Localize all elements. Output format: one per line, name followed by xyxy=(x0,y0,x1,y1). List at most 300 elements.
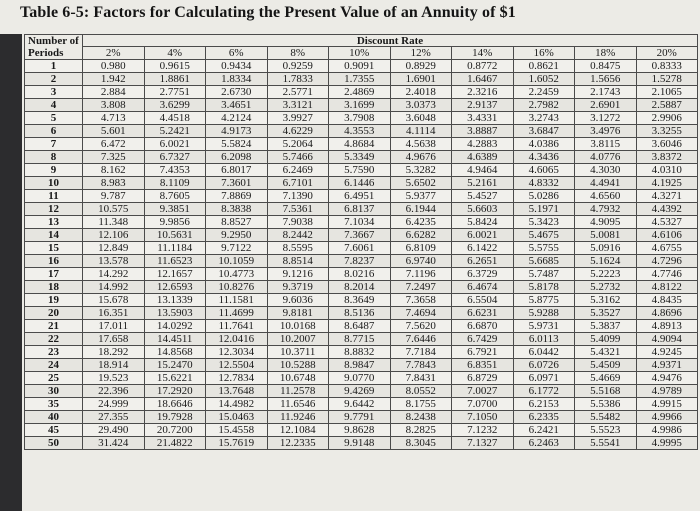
factor-cell: 13.7648 xyxy=(206,385,268,398)
page-shadow-edge xyxy=(0,34,22,511)
factor-cell: 11.6523 xyxy=(144,255,206,268)
factor-cell: 9.8181 xyxy=(267,307,329,320)
rate-header-cell: 12% xyxy=(390,47,452,60)
period-cell: 3 xyxy=(25,86,83,99)
factor-cell: 5.4669 xyxy=(575,372,637,385)
factor-cell: 6.0021 xyxy=(452,229,514,242)
factor-cell: 4.6065 xyxy=(513,164,575,177)
factor-cell: 5.8775 xyxy=(513,294,575,307)
factor-cell: 2.1065 xyxy=(636,86,698,99)
factor-cell: 10.6748 xyxy=(267,372,329,385)
table-row xyxy=(25,242,698,255)
factor-cell: 12.7834 xyxy=(206,372,268,385)
factor-cell: 8.5595 xyxy=(267,242,329,255)
factor-cell: 5.5168 xyxy=(575,385,637,398)
factor-cell: 4.8332 xyxy=(513,177,575,190)
table-row xyxy=(25,177,698,190)
factor-cell: 5.601 xyxy=(83,125,145,138)
factor-cell: 3.4651 xyxy=(206,99,268,112)
period-cell: 20 xyxy=(25,307,83,320)
factor-cell: 19.523 xyxy=(83,372,145,385)
factor-cell: 3.6299 xyxy=(144,99,206,112)
factor-cell: 5.1624 xyxy=(575,255,637,268)
factor-cell: 0.9615 xyxy=(144,60,206,73)
table-row xyxy=(25,411,698,424)
factor-cell: 4.9986 xyxy=(636,424,698,437)
factor-cell: 5.6603 xyxy=(452,203,514,216)
periods-header xyxy=(25,35,83,60)
period-cell: 15 xyxy=(25,242,83,255)
factor-cell: 12.849 xyxy=(83,242,145,255)
table-row xyxy=(25,112,698,125)
factor-cell: 14.4511 xyxy=(144,333,206,346)
table-row xyxy=(25,229,698,242)
table-row xyxy=(25,424,698,437)
rate-header-cell: 16% xyxy=(513,47,575,60)
factor-cell: 6.1422 xyxy=(452,242,514,255)
factor-cell: 3.2743 xyxy=(513,112,575,125)
factor-cell: 6.4674 xyxy=(452,281,514,294)
factor-cell: 14.8568 xyxy=(144,346,206,359)
factor-cell: 7.325 xyxy=(83,151,145,164)
period-cell: 45 xyxy=(25,424,83,437)
factor-cell: 6.7429 xyxy=(452,333,514,346)
factor-cell: 9.1216 xyxy=(267,268,329,281)
factor-cell: 5.4675 xyxy=(513,229,575,242)
header-row-discount-rate xyxy=(25,35,698,47)
factor-cell: 6.8729 xyxy=(452,372,514,385)
table-row xyxy=(25,255,698,268)
factor-cell: 3.6048 xyxy=(390,112,452,125)
period-cell: 10 xyxy=(25,177,83,190)
factor-cell: 10.1059 xyxy=(206,255,268,268)
factor-cell: 5.0916 xyxy=(575,242,637,255)
factor-cell: 3.808 xyxy=(83,99,145,112)
factor-cell: 4.9676 xyxy=(390,151,452,164)
factor-cell: 6.1944 xyxy=(390,203,452,216)
factor-cell: 10.0168 xyxy=(267,320,329,333)
factor-cell: 4.8696 xyxy=(636,307,698,320)
factor-cell: 9.3719 xyxy=(267,281,329,294)
factor-cell: 5.5386 xyxy=(575,398,637,411)
factor-cell: 3.1272 xyxy=(575,112,637,125)
factor-cell: 0.8929 xyxy=(390,60,452,73)
period-cell: 19 xyxy=(25,294,83,307)
factor-cell: 10.2007 xyxy=(267,333,329,346)
factor-cell: 8.2825 xyxy=(390,424,452,437)
factor-cell: 3.8887 xyxy=(452,125,514,138)
factor-cell: 4.5327 xyxy=(636,216,698,229)
factor-cell: 4.3553 xyxy=(329,125,391,138)
factor-cell: 7.2497 xyxy=(390,281,452,294)
factor-cell: 0.8772 xyxy=(452,60,514,73)
factor-cell: 12.1084 xyxy=(267,424,329,437)
factor-cell: 15.678 xyxy=(83,294,145,307)
factor-cell: 9.3851 xyxy=(144,203,206,216)
rate-header-cell: 14% xyxy=(452,47,514,60)
factor-cell: 4.9789 xyxy=(636,385,698,398)
factor-cell: 4.5638 xyxy=(390,138,452,151)
discount-rate-header: Discount Rate xyxy=(83,35,698,47)
factor-cell: 22.396 xyxy=(83,385,145,398)
factor-cell: 7.8431 xyxy=(390,372,452,385)
factor-cell: 4.9915 xyxy=(636,398,698,411)
factor-cell: 6.8109 xyxy=(390,242,452,255)
factor-cell: 5.4509 xyxy=(575,359,637,372)
factor-cell: 5.9377 xyxy=(390,190,452,203)
factor-cell: 3.8115 xyxy=(575,138,637,151)
factor-cell: 1.7833 xyxy=(267,73,329,86)
factor-cell: 10.8276 xyxy=(206,281,268,294)
factor-cell: 5.0081 xyxy=(575,229,637,242)
factor-cell: 1.6901 xyxy=(390,73,452,86)
factor-cell: 27.355 xyxy=(83,411,145,424)
factor-cell: 11.2578 xyxy=(267,385,329,398)
factor-cell: 6.8351 xyxy=(452,359,514,372)
table-body xyxy=(25,60,698,450)
factor-cell: 7.1327 xyxy=(452,437,514,450)
factor-cell: 8.3838 xyxy=(206,203,268,216)
period-cell: 16 xyxy=(25,255,83,268)
factor-cell: 7.7184 xyxy=(390,346,452,359)
factor-cell: 8.3045 xyxy=(390,437,452,450)
factor-cell: 3.4331 xyxy=(452,112,514,125)
factor-cell: 6.1446 xyxy=(329,177,391,190)
factor-cell: 7.5361 xyxy=(267,203,329,216)
factor-cell: 1.8334 xyxy=(206,73,268,86)
factor-cell: 4.8122 xyxy=(636,281,698,294)
factor-cell: 2.7751 xyxy=(144,86,206,99)
factor-cell: 9.4269 xyxy=(329,385,391,398)
factor-cell: 18.914 xyxy=(83,359,145,372)
table-row xyxy=(25,164,698,177)
factor-cell: 7.3601 xyxy=(206,177,268,190)
factor-cell: 4.4518 xyxy=(144,112,206,125)
period-cell: 25 xyxy=(25,372,83,385)
factor-cell: 6.0442 xyxy=(513,346,575,359)
factor-cell: 10.5631 xyxy=(144,229,206,242)
factor-cell: 4.6755 xyxy=(636,242,698,255)
factor-cell: 21.4822 xyxy=(144,437,206,450)
factor-cell: 5.3423 xyxy=(513,216,575,229)
factor-cell: 3.8372 xyxy=(636,151,698,164)
factor-cell: 11.7641 xyxy=(206,320,268,333)
period-cell: 6 xyxy=(25,125,83,138)
factor-cell: 5.7487 xyxy=(513,268,575,281)
factor-cell: 5.4099 xyxy=(575,333,637,346)
table-row xyxy=(25,268,698,281)
factor-cell: 2.884 xyxy=(83,86,145,99)
factor-cell: 11.9246 xyxy=(267,411,329,424)
factor-cell: 4.9995 xyxy=(636,437,698,450)
rate-header-cell: 6% xyxy=(206,47,268,60)
factor-cell: 0.8475 xyxy=(575,60,637,73)
period-cell: 30 xyxy=(25,385,83,398)
factor-cell: 8.7715 xyxy=(329,333,391,346)
factor-cell: 5.2064 xyxy=(267,138,329,151)
factor-cell: 14.992 xyxy=(83,281,145,294)
factor-cell: 9.7791 xyxy=(329,411,391,424)
factor-cell: 4.6229 xyxy=(267,125,329,138)
factor-cell: 14.292 xyxy=(83,268,145,281)
factor-cell: 17.011 xyxy=(83,320,145,333)
factor-cell: 6.472 xyxy=(83,138,145,151)
factor-cell: 3.0373 xyxy=(390,99,452,112)
factor-cell: 5.2223 xyxy=(575,268,637,281)
factor-cell: 9.787 xyxy=(83,190,145,203)
factor-cell: 8.8832 xyxy=(329,346,391,359)
factor-cell: 4.1925 xyxy=(636,177,698,190)
factor-cell: 5.6502 xyxy=(390,177,452,190)
period-cell: 12 xyxy=(25,203,83,216)
factor-cell: 2.1743 xyxy=(575,86,637,99)
factor-cell: 1.8861 xyxy=(144,73,206,86)
factor-cell: 14.0292 xyxy=(144,320,206,333)
factor-cell: 4.0310 xyxy=(636,164,698,177)
period-cell: 21 xyxy=(25,320,83,333)
rate-header-cell: 8% xyxy=(267,47,329,60)
factor-cell: 6.2463 xyxy=(513,437,575,450)
period-cell: 40 xyxy=(25,411,83,424)
factor-cell: 4.713 xyxy=(83,112,145,125)
periods-header-line-2: Periods xyxy=(28,47,64,59)
factor-cell: 2.9137 xyxy=(452,99,514,112)
factor-cell: 5.8424 xyxy=(452,216,514,229)
factor-cell: 3.1699 xyxy=(329,99,391,112)
factor-cell: 13.5903 xyxy=(144,307,206,320)
factor-cell: 9.0770 xyxy=(329,372,391,385)
factor-cell: 12.0416 xyxy=(206,333,268,346)
factor-cell: 6.7101 xyxy=(267,177,329,190)
rate-header-cell: 4% xyxy=(144,47,206,60)
factor-cell: 6.2421 xyxy=(513,424,575,437)
factor-cell: 4.6560 xyxy=(575,190,637,203)
factor-cell: 7.1390 xyxy=(267,190,329,203)
factor-cell: 5.8178 xyxy=(513,281,575,294)
factor-cell: 7.1232 xyxy=(452,424,514,437)
factor-cell: 20.7200 xyxy=(144,424,206,437)
factor-cell: 9.8628 xyxy=(329,424,391,437)
factor-cell: 3.3255 xyxy=(636,125,698,138)
factor-cell: 8.1109 xyxy=(144,177,206,190)
table-row xyxy=(25,151,698,164)
table-row xyxy=(25,320,698,333)
factor-cell: 7.3658 xyxy=(390,294,452,307)
factor-cell: 5.3162 xyxy=(575,294,637,307)
factor-cell: 4.6106 xyxy=(636,229,698,242)
factor-cell: 6.2651 xyxy=(452,255,514,268)
factor-cell: 6.2469 xyxy=(267,164,329,177)
factor-cell: 5.9731 xyxy=(513,320,575,333)
factor-cell: 4.9464 xyxy=(452,164,514,177)
factor-cell: 6.7327 xyxy=(144,151,206,164)
period-cell: 14 xyxy=(25,229,83,242)
factor-cell: 5.5482 xyxy=(575,411,637,424)
table-row xyxy=(25,99,698,112)
factor-cell: 3.6847 xyxy=(513,125,575,138)
factor-cell: 2.6730 xyxy=(206,86,268,99)
factor-cell: 0.9434 xyxy=(206,60,268,73)
factor-cell: 8.7605 xyxy=(144,190,206,203)
period-cell: 7 xyxy=(25,138,83,151)
period-cell: 1 xyxy=(25,60,83,73)
factor-cell: 13.1339 xyxy=(144,294,206,307)
factor-cell: 2.6901 xyxy=(575,99,637,112)
factor-cell: 17.2920 xyxy=(144,385,206,398)
factor-cell: 2.9906 xyxy=(636,112,698,125)
period-cell: 4 xyxy=(25,99,83,112)
period-cell: 11 xyxy=(25,190,83,203)
period-cell: 17 xyxy=(25,268,83,281)
factor-cell: 11.1184 xyxy=(144,242,206,255)
factor-cell: 6.0971 xyxy=(513,372,575,385)
factor-cell: 6.4235 xyxy=(390,216,452,229)
table-row xyxy=(25,333,698,346)
factor-cell: 5.3349 xyxy=(329,151,391,164)
factor-cell: 7.0027 xyxy=(452,385,514,398)
factor-cell: 7.7843 xyxy=(390,359,452,372)
factor-cell: 5.1971 xyxy=(513,203,575,216)
factor-cell: 24.999 xyxy=(83,398,145,411)
factor-cell: 5.5541 xyxy=(575,437,637,450)
factor-cell: 15.4558 xyxy=(206,424,268,437)
factor-cell: 1.6052 xyxy=(513,73,575,86)
factor-cell: 4.2883 xyxy=(452,138,514,151)
factor-cell: 11.6546 xyxy=(267,398,329,411)
factor-cell: 0.8333 xyxy=(636,60,698,73)
factor-cell: 10.575 xyxy=(83,203,145,216)
factor-cell: 15.0463 xyxy=(206,411,268,424)
factor-cell: 8.9847 xyxy=(329,359,391,372)
factor-cell: 4.2124 xyxy=(206,112,268,125)
factor-cell: 1.6467 xyxy=(452,73,514,86)
factor-cell: 5.2421 xyxy=(144,125,206,138)
factor-cell: 4.3030 xyxy=(575,164,637,177)
factor-cell: 4.8913 xyxy=(636,320,698,333)
factor-cell: 3.3121 xyxy=(267,99,329,112)
factor-cell: 2.4869 xyxy=(329,86,391,99)
factor-cell: 4.3271 xyxy=(636,190,698,203)
factor-cell: 8.0216 xyxy=(329,268,391,281)
table-row xyxy=(25,190,698,203)
period-cell: 8 xyxy=(25,151,83,164)
factor-cell: 7.4694 xyxy=(390,307,452,320)
factor-cell: 31.424 xyxy=(83,437,145,450)
factor-cell: 4.9245 xyxy=(636,346,698,359)
rate-header-cell: 2% xyxy=(83,47,145,60)
factor-cell: 9.7122 xyxy=(206,242,268,255)
factor-cell: 12.5504 xyxy=(206,359,268,372)
factor-cell: 4.9476 xyxy=(636,372,698,385)
factor-cell: 2.4018 xyxy=(390,86,452,99)
rate-header-cell: 20% xyxy=(636,47,698,60)
factor-cell: 13.578 xyxy=(83,255,145,268)
factor-cell: 6.7921 xyxy=(452,346,514,359)
factor-cell: 4.4392 xyxy=(636,203,698,216)
factor-cell: 4.0776 xyxy=(575,151,637,164)
factor-cell: 5.5755 xyxy=(513,242,575,255)
factor-cell: 4.3436 xyxy=(513,151,575,164)
factor-cell: 5.2732 xyxy=(575,281,637,294)
annuity-factor-table xyxy=(24,34,698,450)
factor-cell: 2.5771 xyxy=(267,86,329,99)
factor-cell: 6.2153 xyxy=(513,398,575,411)
factor-cell: 2.5887 xyxy=(636,99,698,112)
period-cell: 24 xyxy=(25,359,83,372)
factor-cell: 6.2335 xyxy=(513,411,575,424)
factor-cell: 1.942 xyxy=(83,73,145,86)
table-row xyxy=(25,307,698,320)
factor-cell: 5.3527 xyxy=(575,307,637,320)
factor-cell: 4.0386 xyxy=(513,138,575,151)
period-cell: 2 xyxy=(25,73,83,86)
factor-cell: 12.2335 xyxy=(267,437,329,450)
factor-cell: 9.2950 xyxy=(206,229,268,242)
period-cell: 35 xyxy=(25,398,83,411)
rate-header-cell: 18% xyxy=(575,47,637,60)
factor-cell: 4.9094 xyxy=(636,333,698,346)
factor-cell: 4.9095 xyxy=(575,216,637,229)
factor-cell: 6.8017 xyxy=(206,164,268,177)
factor-cell: 3.9927 xyxy=(267,112,329,125)
period-cell: 50 xyxy=(25,437,83,450)
factor-cell: 19.7928 xyxy=(144,411,206,424)
factor-cell: 7.5620 xyxy=(390,320,452,333)
factor-cell: 7.8869 xyxy=(206,190,268,203)
period-cell: 23 xyxy=(25,346,83,359)
factor-cell: 5.6685 xyxy=(513,255,575,268)
table-title: Table 6-5: Factors for Calculating the Present Value of an Annuity of $1 xyxy=(20,4,516,21)
factor-cell: 7.4353 xyxy=(144,164,206,177)
factor-cell: 6.3729 xyxy=(452,268,514,281)
factor-cell: 7.9038 xyxy=(267,216,329,229)
header-row-rates xyxy=(25,47,698,60)
table-row xyxy=(25,346,698,359)
factor-cell: 7.6446 xyxy=(390,333,452,346)
factor-cell: 8.2442 xyxy=(267,229,329,242)
factor-cell: 14.4982 xyxy=(206,398,268,411)
factor-cell: 9.6036 xyxy=(267,294,329,307)
factor-cell: 8.5136 xyxy=(329,307,391,320)
factor-cell: 5.7590 xyxy=(329,164,391,177)
factor-cell: 8.0552 xyxy=(390,385,452,398)
factor-cell: 10.4773 xyxy=(206,268,268,281)
factor-cell: 6.1772 xyxy=(513,385,575,398)
factor-cell: 15.6221 xyxy=(144,372,206,385)
factor-cell: 8.983 xyxy=(83,177,145,190)
factor-cell: 10.3711 xyxy=(267,346,329,359)
factor-cell: 5.0286 xyxy=(513,190,575,203)
factor-cell: 8.2014 xyxy=(329,281,391,294)
factor-cell: 0.9091 xyxy=(329,60,391,73)
periods-header-line-1: Number of xyxy=(28,35,79,47)
factor-cell: 5.2161 xyxy=(452,177,514,190)
factor-cell: 11.4699 xyxy=(206,307,268,320)
factor-cell: 18.6646 xyxy=(144,398,206,411)
factor-cell: 8.8514 xyxy=(267,255,329,268)
factor-cell: 10.5288 xyxy=(267,359,329,372)
factor-cell: 5.4527 xyxy=(452,190,514,203)
factor-cell: 8.8527 xyxy=(206,216,268,229)
factor-cell: 1.5278 xyxy=(636,73,698,86)
factor-cell: 11.348 xyxy=(83,216,145,229)
table-row xyxy=(25,138,698,151)
factor-cell: 18.292 xyxy=(83,346,145,359)
factor-cell: 6.9740 xyxy=(390,255,452,268)
period-cell: 22 xyxy=(25,333,83,346)
factor-cell: 7.0700 xyxy=(452,398,514,411)
factor-cell: 4.6389 xyxy=(452,151,514,164)
